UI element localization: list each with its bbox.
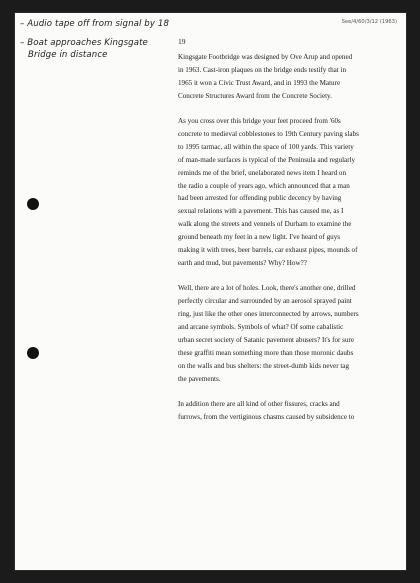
handwritten-note: – Audio tape off from signal by 18 bbox=[20, 19, 170, 29]
paragraph bbox=[178, 282, 392, 385]
text-line: on the walls and bus shelters: the street-dumb kids never tag bbox=[178, 361, 349, 370]
text-line: making it with trees, beer barrels, car exhaust pipes, mounds of bbox=[178, 246, 358, 255]
punch-hole bbox=[27, 198, 39, 210]
reference-number: See/4/60/3/12 (1963) bbox=[341, 19, 397, 25]
text-line: Kingsgate Footbridge was designed by Ove Arup and opened bbox=[178, 52, 353, 61]
text-line: sexual relations with a pavement. This has caused me, as I bbox=[178, 207, 344, 216]
paragraph bbox=[178, 51, 392, 103]
text-line: 1965 it won a Civic Trust Award, and in 1993 the Mature bbox=[178, 78, 341, 87]
text-line: the pavements. bbox=[178, 374, 221, 383]
punch-hole bbox=[27, 347, 39, 359]
paragraphs bbox=[178, 51, 392, 424]
text-line: furrows, from the vertiginous chasms caused by subsidence to bbox=[178, 413, 355, 422]
typed-text bbox=[178, 36, 392, 436]
text-line: Well, there are a lot of holes. Look, there's another one, drilled bbox=[178, 284, 356, 293]
text-line: Concrete Structures Award from the Concrete Society. bbox=[178, 91, 332, 100]
text-line: concrete to medieval cobblestones to 19th Century paving slabs bbox=[178, 129, 359, 138]
text-line: in 1963. Cast-iron plaques on the bridge ends testify that in bbox=[178, 65, 347, 74]
text-line: walk along the streets and vennels of Durham to examine the bbox=[178, 220, 352, 229]
text-line: reminds me of the brief, unelaborated news item I heard on bbox=[178, 168, 347, 177]
handwritten-note: Bridge in distance bbox=[28, 50, 108, 60]
text-line: ground beneath my feet in a new light. I've heard of guys bbox=[178, 233, 341, 242]
text-line: of man-made surfaces is typical of the Peninsula and regularly bbox=[178, 155, 356, 164]
text-line: As you cross over this bridge your feet proceed from '60s bbox=[178, 117, 341, 126]
text-line: In addition there are all kind of other fissures, cracks and bbox=[178, 400, 340, 409]
text-line: to 1995 tarmac, all within the space of 100 yards. This variety bbox=[178, 142, 354, 151]
text-line: urban secret society of Satanic pavement abusers? It's for sure bbox=[178, 336, 354, 345]
handwritten-note: – Boat approaches Kingsgate bbox=[20, 38, 148, 48]
text-line: and arcane symbols. Symbols of what? Of some cabalistic bbox=[178, 323, 344, 332]
text-line: perfectly circular and surrounded by an aerosol sprayed paint bbox=[178, 297, 352, 306]
text-line: these graffiti mean something more than those moronic daubs bbox=[178, 348, 354, 357]
text-line: ring, just like the other ones interconnected by arrows, numbers bbox=[178, 310, 359, 319]
paragraph bbox=[178, 115, 392, 270]
document-page bbox=[14, 12, 407, 571]
text-line: the radio a couple of years ago, which announced that a man bbox=[178, 181, 350, 190]
page-number: 19 bbox=[178, 37, 186, 46]
text-line: earth and mud, but pavements? Why? How?? bbox=[178, 259, 307, 267]
text-line: had been arrested for offending public decency by having bbox=[178, 194, 342, 203]
paragraph bbox=[178, 398, 392, 424]
